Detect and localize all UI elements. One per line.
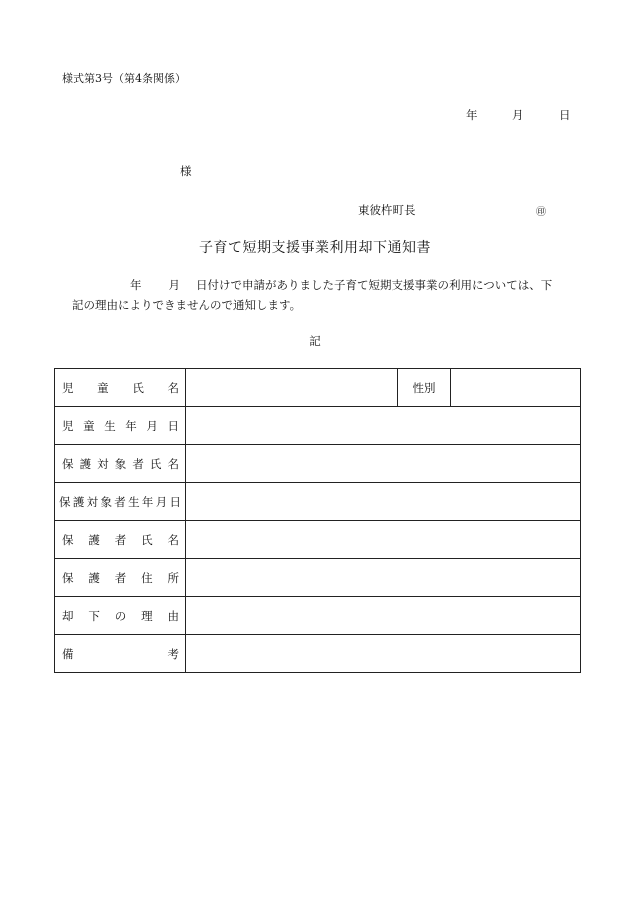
label-char: 日 bbox=[169, 494, 181, 509]
table-row-protected-birth bbox=[55, 483, 581, 521]
label-char: 月 bbox=[146, 418, 158, 433]
label-child-birth bbox=[55, 407, 186, 445]
table-row-child-name bbox=[55, 369, 581, 407]
label-guardian-address bbox=[55, 559, 186, 597]
field-protected-name[interactable] bbox=[186, 445, 581, 483]
body-line-1-text: 日付けで申請がありました子育て短期支援事業の利用については、下 bbox=[196, 278, 553, 292]
field-guardian-name[interactable] bbox=[186, 521, 581, 559]
issuer-title: 東彼杵町長 bbox=[358, 203, 416, 217]
label-char: 保 bbox=[62, 570, 74, 585]
label-char: 年 bbox=[141, 494, 154, 509]
label-char: 者 bbox=[114, 570, 127, 585]
label-char: 象 bbox=[114, 456, 127, 471]
label-char: 児 bbox=[62, 418, 74, 433]
body-text bbox=[72, 275, 574, 315]
table-row-reason bbox=[55, 597, 581, 635]
table-row-guardian-name bbox=[55, 521, 581, 559]
label-reason bbox=[55, 597, 186, 635]
label-char: 氏 bbox=[132, 380, 144, 395]
date-month-label: 月 bbox=[512, 108, 524, 122]
label-char: 者 bbox=[132, 456, 144, 471]
label-char: 名 bbox=[167, 456, 179, 471]
field-reason[interactable] bbox=[186, 597, 581, 635]
label-char: 考 bbox=[167, 646, 179, 661]
label-char: 所 bbox=[167, 570, 179, 585]
label-char: 却 bbox=[62, 608, 74, 623]
body-line-1 bbox=[72, 275, 574, 295]
label-guardian-name bbox=[55, 521, 186, 559]
label-char: 名 bbox=[167, 380, 179, 395]
label-char: 生 bbox=[128, 494, 140, 509]
table-row-guardian-address bbox=[55, 559, 581, 597]
body-month-label: 月 bbox=[168, 278, 180, 292]
label-protected-name bbox=[55, 445, 186, 483]
label-sex: 性別 bbox=[398, 369, 451, 407]
seal-icon: ㊞ bbox=[536, 207, 546, 218]
body-line-2: 記の理由によりできませんので通知します。 bbox=[72, 298, 302, 312]
label-char: 備 bbox=[62, 646, 74, 661]
label-char: 保 bbox=[62, 532, 74, 547]
label-char: 氏 bbox=[149, 456, 162, 471]
info-table bbox=[54, 368, 581, 673]
label-remarks bbox=[55, 635, 186, 673]
ki-heading: 記 bbox=[309, 334, 321, 348]
label-char: 月 bbox=[155, 494, 168, 509]
label-char: 生 bbox=[104, 418, 116, 433]
label-char: の bbox=[114, 608, 127, 623]
label-char: 者 bbox=[114, 532, 127, 547]
field-guardian-address[interactable] bbox=[186, 559, 581, 597]
date-year-label: 年 bbox=[466, 108, 478, 122]
body-year-label: 年 bbox=[130, 278, 142, 292]
label-char: 年 bbox=[125, 418, 137, 433]
field-child-birth[interactable] bbox=[186, 407, 581, 445]
label-char: 氏 bbox=[141, 532, 153, 547]
label-char: 象 bbox=[100, 494, 112, 509]
field-protected-birth[interactable] bbox=[186, 483, 581, 521]
label-char: 護 bbox=[88, 532, 100, 547]
form-number: 様式第3号（第4条関係） bbox=[62, 72, 186, 85]
label-char: 童 bbox=[97, 380, 109, 395]
label-char: 名 bbox=[167, 532, 179, 547]
label-char: 護 bbox=[72, 494, 85, 509]
label-char: 対 bbox=[86, 494, 99, 509]
document-title: 子育て短期支援事業利用却下通知書 bbox=[199, 240, 431, 256]
label-char: 理 bbox=[141, 608, 153, 623]
date-day-label: 日 bbox=[559, 108, 571, 122]
label-char: 護 bbox=[79, 456, 92, 471]
label-char: 由 bbox=[167, 608, 179, 623]
label-char: 児 bbox=[62, 380, 74, 395]
label-char: 日 bbox=[167, 418, 179, 433]
label-char: 住 bbox=[141, 570, 153, 585]
label-protected-birth bbox=[55, 483, 186, 521]
recipient-honorific: 様 bbox=[180, 164, 192, 178]
table-row-protected-name bbox=[55, 445, 581, 483]
label-char: 対 bbox=[97, 456, 109, 471]
label-char: 童 bbox=[83, 418, 95, 433]
field-remarks[interactable] bbox=[186, 635, 581, 673]
label-char: 者 bbox=[114, 494, 126, 509]
label-char: 護 bbox=[88, 570, 100, 585]
label-child-name bbox=[55, 369, 186, 407]
label-char: 保 bbox=[62, 456, 74, 471]
label-char: 下 bbox=[88, 608, 100, 623]
field-child-name[interactable] bbox=[186, 369, 398, 407]
label-char: 保 bbox=[59, 494, 71, 509]
table-row-remarks bbox=[55, 635, 581, 673]
table-row-child-birth bbox=[55, 407, 581, 445]
field-sex[interactable] bbox=[451, 369, 581, 407]
